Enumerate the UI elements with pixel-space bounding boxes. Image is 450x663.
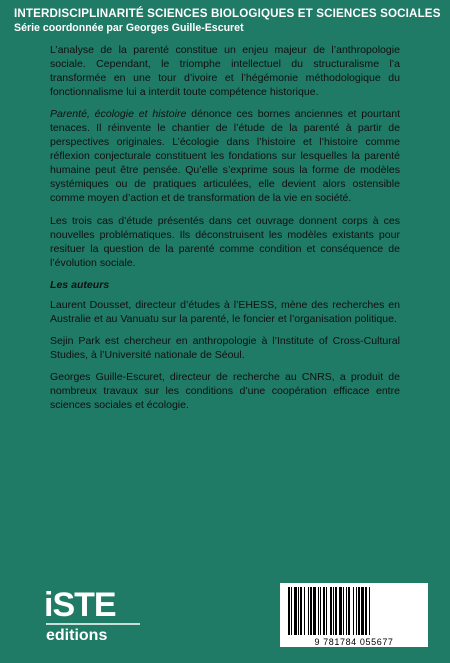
author-bio-dousset: Laurent Dousset, directeur d’études à l’EHESS, mène des recherches en Australie et au Vanuatu sur la parenté, le foncier et l’organisation politique. <box>50 298 400 325</box>
logo-wordmark: iSTE <box>44 586 116 624</box>
isbn-number: 9 781784 055677 <box>314 637 394 647</box>
iste-editions-logo <box>44 580 144 650</box>
series-banner <box>14 6 444 35</box>
book-title: Parenté, écologie et histoire <box>50 108 187 121</box>
paragraph-book <box>50 107 400 205</box>
barcode-bars <box>286 587 422 637</box>
author-bio-park: Sejin Park est chercheur en anthropologie à l’Institute of Cross-Cultural Studies, à l’Université nationale de Séoul. <box>50 334 400 361</box>
barcode <box>280 583 428 647</box>
series-title: INTERDISCIPLINARITÉ SCIENCES BIOLOGIQUES ET SCIENCES SOCIALES <box>14 7 441 20</box>
blurb <box>50 43 400 420</box>
logo-subtitle: editions <box>46 627 108 644</box>
authors-heading: Les auteurs <box>50 278 110 291</box>
author-bio-guille-escuret: Georges Guille-Escuret, directeur de recherche au CNRS, a produit de nombreux travaux sur les conditions d’une coopération efficace entre sciences sociales et écologie. <box>50 370 400 412</box>
series-editor: Série coordonnée par Georges Guille-Escuret <box>14 22 244 34</box>
book-description: dénonce ces bornes anciennes et pourtant tenaces. Il réinvente le chantier de l’étude de la parenté à partir de perspectives originales. L’écologie dans l’histoire et l’histoire comme réflexion conjecturale constituent les fondations sur lesquelles la parenté humaine peut être pensée. Qu’elle s’exprime sous la forme de modèles systémiques ou de pratiques articulées, elle devient alors ostensible comme moyen d’action et de transformation de la vie en société. <box>50 108 400 205</box>
paragraph-case-studies: Les trois cas d’étude présentés dans cet ouvrage donnent corps à ces nouvelles problématiques. Ils déconstruisent les modèles existants pour resituer la question de la parenté comme condition et conséquence de l’évolution sociale. <box>50 214 400 269</box>
paragraph-intro: L’analyse de la parenté constitue un enjeu majeur de l’anthropologie sociale. Cependant, le triomphe intellectuel du structuralisme l’a transformée en une tour d’ivoire et l’hégémonie méthodologique du fonctionnalisme lui a interdit toute compétence historique. <box>50 44 400 99</box>
